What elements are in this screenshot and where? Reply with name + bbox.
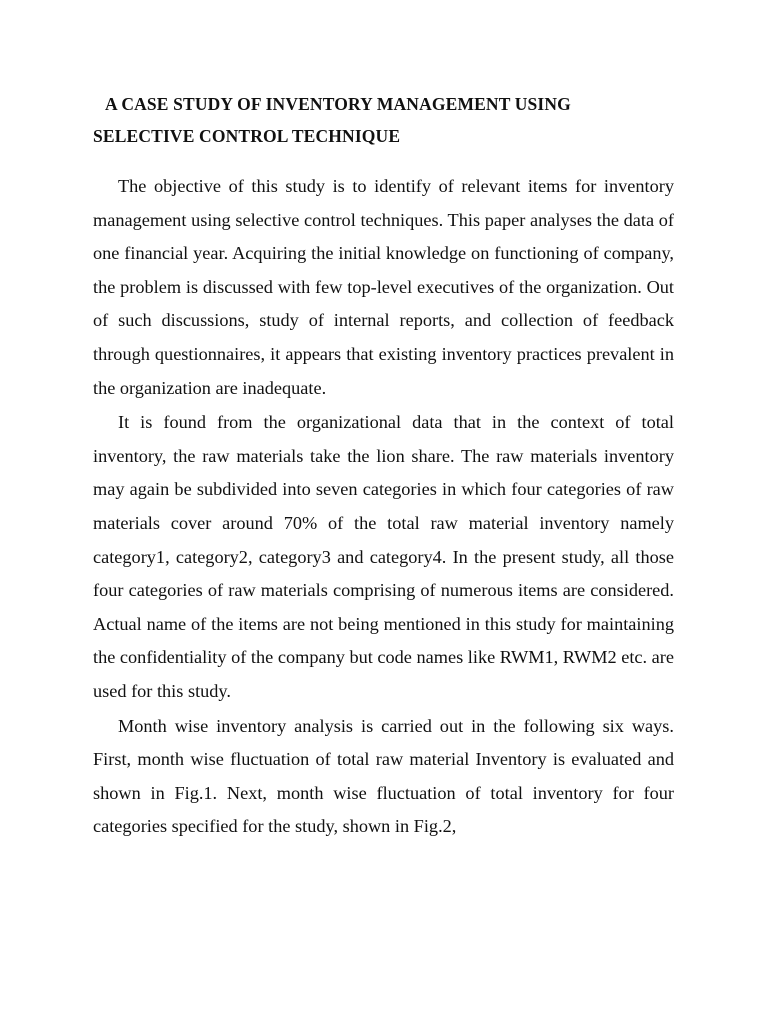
paragraph-objective: The objective of this study is to identify of relevant items for inventory management using selective control techniques. This paper analyses the data of one financial year. Acquiring the initial knowledge on functioning of company, the problem is discussed with few top-level executives of the organization. Out of such discussions, study of internal reports, and collection of feedback through questionnaires, it appears that existing inventory practices prevalent in the organization are inadequate. <box>93 176 674 398</box>
paragraph-month-wise-analysis: Month wise inventory analysis is carried out in the following six ways. First, month wise fluctuation of total raw material Inventory is evaluated and shown in Fig.1. Next, month wise fluctuation of total inventory for four categories specified for the study, shown in Fig.2, <box>93 715 674 837</box>
document-title: A CASE STUDY OF INVENTORY MANAGEMENT USING SELECTIVE CONTROL TECHNIQUE <box>93 94 571 146</box>
paragraph-raw-materials: It is found from the organizational data that in the context of total inventory, the raw materials take the lion share. The raw materials inventory may again be subdivided into seven categories in which four categories of raw materials cover around 70% of the total raw material inventory namely category1, category2, category3 and category4. In the present study, all those four categories of raw materials comprising of numerous items are considered. Actual name of the items are not being mentioned in this study for maintaining the confidentiality of the company but code names like RWM1, RWM2 etc. are used for this study. <box>93 412 674 701</box>
document-page <box>93 88 674 845</box>
